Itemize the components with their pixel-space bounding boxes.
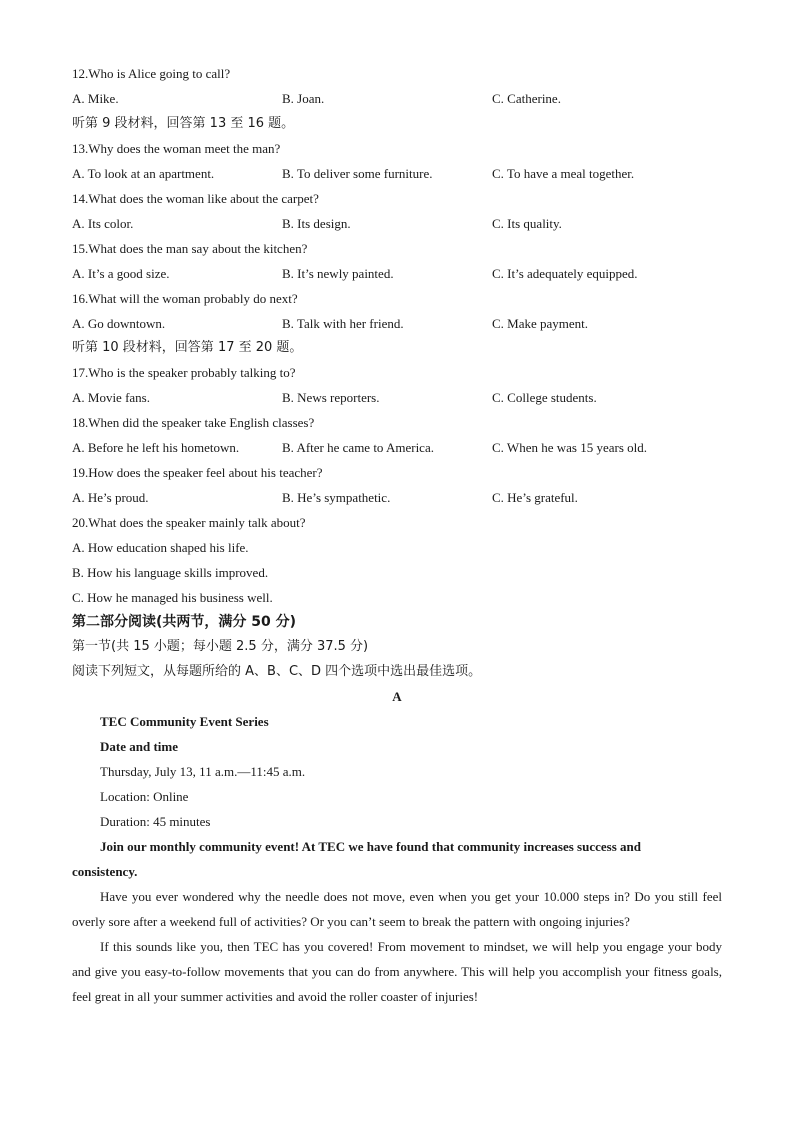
q13-option-c: C. To have a meal together. xyxy=(492,166,635,181)
q16-option-c: C. Make payment. xyxy=(492,316,589,331)
q16-option-b: B. Talk with her friend. xyxy=(282,316,404,331)
question-19: 19.How does the speaker feel about his teacher? xyxy=(72,465,323,480)
q12-option-a: A. Mike. xyxy=(72,91,119,106)
q18-option-b: B. After he came to America. xyxy=(282,440,434,455)
q12-option-b: B. Joan. xyxy=(282,91,325,106)
paragraph-2 xyxy=(72,934,722,1009)
q15-option-c: C. It’s adequately equipped. xyxy=(492,266,638,281)
q16-option-a: A. Go downtown. xyxy=(72,316,166,331)
q15-option-b: B. It’s newly painted. xyxy=(282,266,394,281)
q19-option-a: A. He’s proud. xyxy=(72,490,149,505)
q17-option-c: C. College students. xyxy=(492,390,597,405)
paragraph-1-text: Have you ever wondered why the needle does not move, even when you get your 10.000 steps in? Do you still feel overly sore after a weekend full of activities? Or you can’t seem to break the pattern with ongoing injuries? xyxy=(72,889,722,929)
question-12: 12.Who is Alice going to call? xyxy=(72,66,231,81)
reading-instruction: 阅读下列短文，从每题所给的 A、B、C、D 四个选项中选出最佳选项。 xyxy=(72,664,482,679)
passage-label: A xyxy=(392,689,402,704)
section-10-instruction: 听第 10 段材料，回答第 17 至 20 题。 xyxy=(72,340,303,355)
date-value: Thursday, July 13, 11 a.m.—11:45 a.m. xyxy=(100,764,306,779)
date-heading: Date and time xyxy=(100,739,178,754)
join-line-2: consistency. xyxy=(72,864,138,879)
q14-option-b: B. Its design. xyxy=(282,216,351,231)
q17-option-a: A. Movie fans. xyxy=(72,390,150,405)
q20-option-a: A. How education shaped his life. xyxy=(72,540,249,555)
q13-option-b: B. To deliver some furniture. xyxy=(282,166,433,181)
question-14: 14.What does the woman like about the carpet? xyxy=(72,191,319,206)
q19-option-b: B. He’s sympathetic. xyxy=(282,490,391,505)
event-title: TEC Community Event Series xyxy=(100,714,269,729)
section-9-instruction: 听第 9 段材料，回答第 13 至 16 题。 xyxy=(72,116,295,131)
question-15: 15.What does the man say about the kitchen? xyxy=(72,241,308,256)
q14-option-a: A. Its color. xyxy=(72,216,134,231)
q20-option-b: B. How his language skills improved. xyxy=(72,565,269,580)
join-line-1: Join our monthly community event! At TEC we have found that community increases success and xyxy=(100,839,641,854)
question-18: 18.When did the speaker take English classes? xyxy=(72,415,315,430)
q12-option-c: C. Catherine. xyxy=(492,91,561,106)
question-20: 20.What does the speaker mainly talk about? xyxy=(72,515,306,530)
q18-option-c: C. When he was 15 years old. xyxy=(492,440,648,455)
question-17: 17.Who is the speaker probably talking to? xyxy=(72,365,296,380)
duration: Duration: 45 minutes xyxy=(100,814,211,829)
location: Location: Online xyxy=(100,789,189,804)
q15-option-a: A. It’s a good size. xyxy=(72,266,170,281)
section-one-title: 第一节(共 15 小题；每小题 2.5 分，满分 37.5 分) xyxy=(72,639,369,654)
q13-option-a: A. To look at an apartment. xyxy=(72,166,215,181)
part-two-title: 第二部分阅读(共两节，满分 50 分) xyxy=(72,614,297,630)
paragraph-2-text: If this sounds like you, then TEC has you covered! From movement to mindset, we will help you engage your body and give you easy-to-follow movements that you can do from anywhere. This will help you accomplish your fitness goals, feel great in all your summer activities and avoid the roller coaster of injuries! xyxy=(72,939,722,1004)
q17-option-b: B. News reporters. xyxy=(282,390,380,405)
q14-option-c: C. Its quality. xyxy=(492,216,562,231)
q18-option-a: A. Before he left his hometown. xyxy=(72,440,240,455)
q19-option-c: C. He’s grateful. xyxy=(492,490,578,505)
paragraph-1 xyxy=(72,884,722,934)
question-13: 13.Why does the woman meet the man? xyxy=(72,141,281,156)
question-16: 16.What will the woman probably do next? xyxy=(72,291,298,306)
q20-option-c: C. How he managed his business well. xyxy=(72,590,273,605)
